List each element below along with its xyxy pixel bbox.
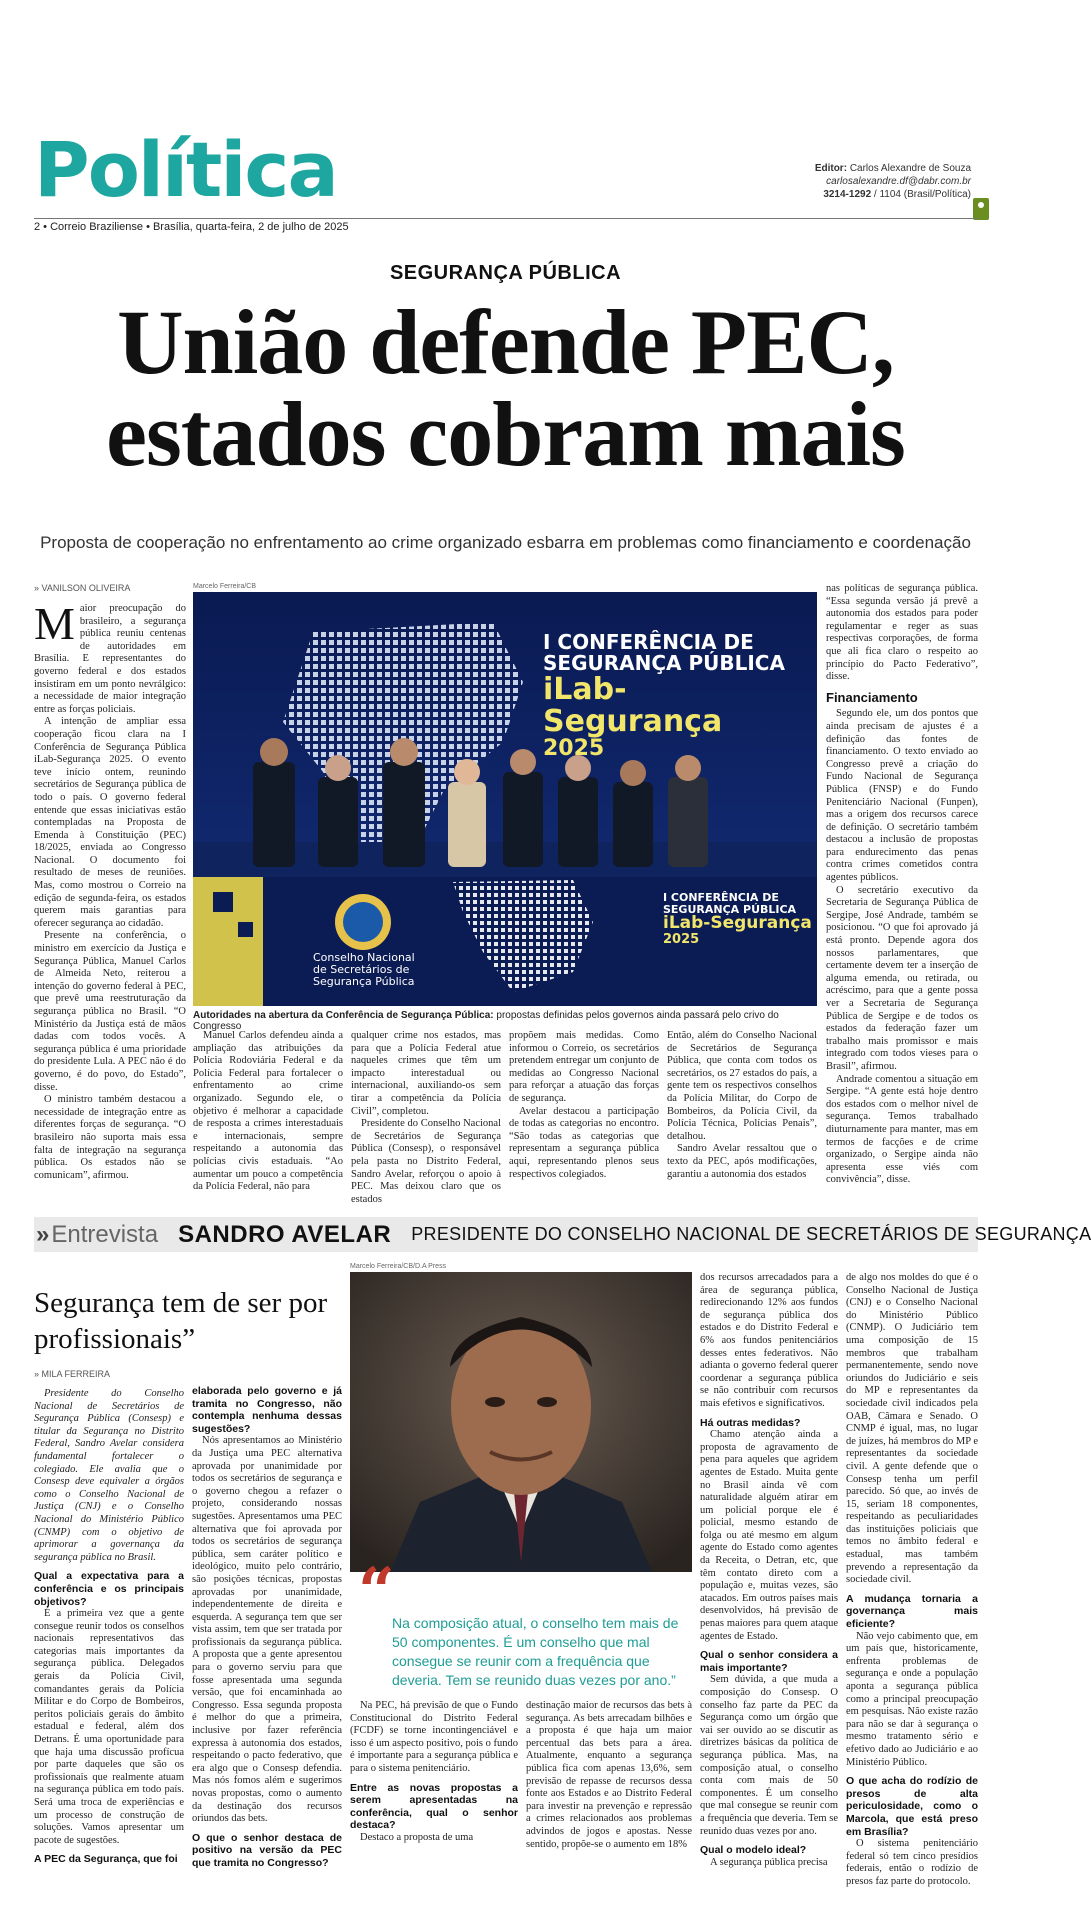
photo-podium-line: Conselho Nacional xyxy=(313,951,415,964)
editor-label: Editor: xyxy=(814,163,848,174)
headline-line-1: União defende PEC, xyxy=(117,291,894,393)
interview-intro: Presidente do Conselho Nacional de Secretários de Segurança Pública (Consesp) e titular da Segurança no Distrito Federal, Sandro Avelar considera fundamental fortalecer o colegiado. Ele avalia que o Consesp deve equivaler a órgãos como o Conselho Nacional de Justiça (CNJ) e o Conselho Nacional do Ministério Público (CNMP) com o objetivo de aprimorar a governança da segurança pública no Brasil. xyxy=(34,1388,184,1563)
article-column-6 xyxy=(826,583,978,1203)
article-paragraph: O ministro também destacou a necessidade de integração entre as diferentes forças de segurança. “O brasileiro não suporta mais essa falta de integração na segurança pública. Os estados não se comunicam”, afirmou. xyxy=(34,1094,186,1181)
interview-answer: Sem dúvida, a que muda a composição do Consesp. O conselho faz parte da PEC da Segurança como um órgão que vai ser ouvido ao se discutir as diretrizes básicas da política de segurança pública. Mas, na composição atual, o conselho conta com mais de 50 componentes. É um conselho que mal consegue se reunir com a frequência que deveria. Tem se reunido duas vezes por ano. xyxy=(700,1674,838,1837)
editor-phone: 3214-1292 xyxy=(823,189,872,200)
interview-answer: de algo nos moldes do que é o Conselho Nacional de Justiça (CNJ) e o Conselho Nacional do Ministério Público (CNMP). O Judiciário tem uma composição de 15 membros que trabalham permanentemente, sendo nove oriundos do Judiciário e seis do MP e representantes da sociedade civil indicados pela OAB, Câmara e Senado. O CNMP é igual, mas, no lugar de juízes, há membros do MP e representantes da sociedade civil. A gente defende que o Consesp tenha um perfil parecido. Só que, ao invés de 15, seriam 18 componentes, respeitando as peculiaridades das instituições policiais que temos no âmbito federal e estadual, mas também prevendo a representação da sociedade civil. xyxy=(846,1272,978,1586)
interview-question: Qual a expectativa para a conferência e os principais objetivos? xyxy=(34,1570,184,1608)
article-column-4 xyxy=(509,1030,659,1200)
article-paragraph: Presente na conferência, o ministro em exercício da Justiça e Segurança Pública, Manuel Carlos de Almeida Neto, reiterou a intenção do governo federal à PEC, que prevê uma reestruturação da segurança pública no Brasil. “O Ministério da Justiça está de mãos dadas com todos vocês. A segurança pública é uma prioridade do presidente Lula. A PEC não é do governo, é do povo, do Estado”, disse. xyxy=(34,930,186,1093)
article-kicker: SEGURANÇA PÚBLICA xyxy=(389,262,622,284)
article-paragraph: Segundo ele, um dos pontos que ainda precisam de ajustes é a definição das fontes de financiamento. O texto enviado ao Congresso prevê a criação do Fundo Nacional de Segurança Pública (FNSP) e do Fundo Penitenciário Nacional (Funpen), mas a origem dos recursos carece de definição. O secretário também destacou a inclusão de propostas para endurecimento das penas contra crimes cometidos contra agentes públicos. xyxy=(826,708,978,884)
article-paragraph: A intenção de ampliar essa cooperação ficou clara na I Conferência de Segurança Pública iLab-Segurança 2025. O evento teve início ontem, reunindo secretários de Segurança pública de todo o país. O governo federal entende que essas iniciativas estão contempladas na Proposta de Emenda à Constituição (PEC) 18/2025, enviada ao Congresso Nacional. O documento foi resultado de meses de reuniões. Mas, como mostrou o Correio na edição de segunda-feira, os estados querem mais garantias para oferecer segurança ao cidadão. xyxy=(34,716,186,929)
interview-column-5 xyxy=(700,1272,838,1908)
photo-banner-small-line: iLab-Segurança xyxy=(663,913,812,934)
photo-banner-line: iLab-Segurança xyxy=(543,672,723,739)
sandro-avelar-portrait xyxy=(350,1272,692,1572)
photo-banner-line: I CONFERÊNCIA DE xyxy=(543,630,754,654)
interview-column-1 xyxy=(34,1388,184,1908)
article-dek: Proposta de cooperação no enfrentamento ao crime organizado esbarra em problemas como financiamento e coordenação xyxy=(40,533,971,552)
band-arrows: » xyxy=(36,1220,50,1248)
photo-credit: Marcelo Ferreira/CB/D.A Press xyxy=(350,1263,447,1270)
portrait-art xyxy=(350,1272,692,1572)
interview-answer: dos recursos arrecadados para a área de segurança pública, redirecionando 12% aos fundos de segurança pública dos estados e do Distrito Federal e 6% aos fundos penitenciários desses entes federativos. Não adianta o governo federal querer coordenar a segurança pública se não contribuir com recursos mais efetivos e significativos. xyxy=(700,1272,838,1409)
photo-podium-line: de Secretários de xyxy=(313,963,410,976)
interview-column-6 xyxy=(846,1272,978,1908)
photo-banner-line: 2025 xyxy=(543,736,605,761)
article-paragraph: Avelar destacou a participação de todas as categorias no encontro. “São todas as categorias que representam a segurança pública aqui, representando plenos seus respectivos colegiados. xyxy=(509,1105,659,1180)
editor-info xyxy=(815,162,971,201)
article-paragraph: Manuel Carlos defendeu ainda a ampliação das atribuições da Polícia Rodoviária Federal e da Polícia Federal para fortalecer o enfrentamento ao crime organizado. Segundo ele, o objetivo é melhorar a capacidade de resposta a crimes interestaduais e internacionais, sempre respeitando a autonomia das polícias civis estaduais. “Ao aumentar um pouco a competência da Polícia Federal, não para xyxy=(193,1030,343,1193)
article-column-5 xyxy=(667,1030,817,1200)
editor-phone-extra: / 1104 (Brasil/Política) xyxy=(873,189,971,200)
article-subhead: Financiamento xyxy=(826,689,918,705)
interview-question: Há outras medidas? xyxy=(700,1416,801,1429)
headline-line-2: estados cobram mais xyxy=(106,383,905,485)
interview-column-2 xyxy=(192,1385,342,1908)
article-paragraph: propõem mais medidas. Como informou o Correio, os secretários pretendem entregar um conjunto de medidas ao Congresso Nacional para reforçar a atuação das forças de segurança. xyxy=(509,1030,659,1104)
interview-question: O que acha do rodízio de presos de alta periculosidade, como o Marcola, que está preso em Brasília? xyxy=(846,1775,978,1838)
page-folio: 2 • Correio Braziliense • Brasília, quarta-feira, 2 de julho de 2025 xyxy=(34,221,349,233)
caption-bold: Autoridades na abertura da Conferência de Segurança Pública: xyxy=(193,1010,494,1021)
masthead-divider xyxy=(34,218,978,219)
interview-question: A PEC da Segurança, que foi xyxy=(34,1853,178,1866)
interview-answer: Chamo atenção ainda a proposta de agravamento de pena para aqueles que agridem agentes de Estado. Muita gente no Brasil ainda vê com naturalidade alguém atirar em um policial porque ele é policial, mesmo estando de folga ou até mesmo em algum agente do Estado como agentes da Receita, o Detran, etc, que têm contato direto com a população e, muitas vezes, são atacados. Em outros países mais desenvolvidos, há previsão de penas maiores para quem ataque agentes de Estado. xyxy=(700,1429,838,1642)
photo-banner-small xyxy=(663,892,813,947)
dropcap: M xyxy=(34,598,75,649)
interview-question: Entre as novas propostas a serem apresentadas na conferência, qual o senhor destaca? xyxy=(350,1781,518,1832)
article-headline xyxy=(0,291,1011,485)
interview-answer: destinação maior de recursos das bets à segurança. As bets arrecadam bilhões e a proposta é que haja um maior percentual das bets para a área. Atualmente, enquanto a segurança pública fica com apenas 13,6%, sem previsão de repasse de recursos dessa fonte aos Estados e ao Distrito Federal para investir na prevenção e repressão a crimes relacionados aos problemas advindos de jogos e apostas. Nesse sentido, propõe-se o aumento em 18% xyxy=(526,1700,692,1850)
article-paragraph: qualquer crime nos estados, mas para que a Polícia Federal atue naqueles crimes que têm um impacto interestadual ou internacional, auxiliando-os sem tirar a competência da Polícia Civil”, completou. xyxy=(351,1030,501,1117)
interview-question: O que o senhor destaca de positivo na versão da PEC que tramita no Congresso? xyxy=(192,1831,342,1869)
interview-byline: » MILA FERREIRA xyxy=(34,1369,111,1379)
photo-podium-line: Segurança Pública xyxy=(313,975,415,988)
article-paragraph: nas políticas de segurança pública. “Essa segunda versão já prevê a autonomia dos estados para poder regulamentar e reger as suas respectivas corporações, de forma que ali fica claro o respeito ao princípio do Pacto Federativo”, disse. xyxy=(826,583,978,683)
editor-name: Carlos Alexandre de Souza xyxy=(849,163,971,174)
article-paragraph: O secretário executivo da Secretaria de Segurança Pública de Sergipe, José Andrade, também se posicionou. “O que foi aprovado já está pronto. Depende agora dos nossos parlamentares, que certamente devem ter a inserção de alguma emenda, ou retirada, ou acréscimo, para que a gente possa ver a Secretaria de Segurança Pública de Sergipe e de todos os estados da federação fazer um trabalho mais promissor e mais integrado com todos vieses para o Brasil”, afirmou. xyxy=(826,884,978,1072)
photo-banner-small-line: 2025 xyxy=(663,931,700,947)
interview-column-3 xyxy=(350,1700,518,1908)
photo-banner-line: SEGURANÇA PÚBLICA xyxy=(543,651,785,675)
interview-band xyxy=(34,1217,1091,1252)
interview-column-4 xyxy=(526,1700,692,1908)
photo-banner-small-line: I CONFERÊNCIA DE xyxy=(663,891,779,904)
band-role: PRESIDENTE DO CONSELHO NACIONAL DE SECRETÁRIOS DE SEGURANÇA xyxy=(411,1224,1091,1244)
interview-answer: É a primeira vez que a gente consegue reunir todos os conselhos nacionais representativos das categorias mais importantes da segurança pública. Delegados gerais da Polícia Civil, comandantes gerais da Polícia Militar e do Corpo de Bombeiros, peritos policiais gerais do âmbito estadual e federal, além dos Detrans. É uma oportunidade para que haja uma discussão profícua por parte daqueles que são os profissionais que realmente atuam na segurança pública em todo país. Será uma troca de experiências e um processo de construção de soluções. Vamos apresentar um pacote de sugestões. xyxy=(34,1608,184,1846)
editor-email[interactable]: carlosalexandre.df@dabr.com.br xyxy=(826,176,971,187)
article-byline: » VANILSON OLIVEIRA xyxy=(34,583,131,593)
conference-photo xyxy=(193,592,817,1006)
article-paragraph: Presidente do Conselho Nacional de Secretários de Segurança Pública (Consesp), o responsável pela pasta no Distrito Federal, Sandro Avelar, reforçou o apoio à PEC. Mas deixou claro que os estados xyxy=(351,1118,501,1205)
article-paragraph: Então, além do Conselho Nacional de Secretários de Segurança Pública, que conta com todos os secretários, os 27 estados do país, a gente tem os respectivos conselhos da Polícia Militar, do Corpo de Bombeiros, da Polícia Civil, da Polícia Técnica, Polícias Penais”, detalhou. xyxy=(667,1030,817,1142)
interview-question: A mudança tornaria a governança mais eficiente? xyxy=(846,1592,978,1631)
article-column-3 xyxy=(351,1030,501,1205)
interview-question: elaborada pelo governo e já tramita no Congresso, não contempla nenhuma dessas sugestões? xyxy=(192,1385,342,1435)
quote-mark-icon: “ xyxy=(358,1554,395,1629)
article-column-2 xyxy=(193,1030,343,1200)
photo-banner xyxy=(543,632,803,760)
article-paragraph: aior preocupação do brasileiro, a segurança pública reuniu centenas de autoridades em Brasília. E representantes do governo federal e dos estados insistiram em um ponto nevrálgico: a necessidade de maior integração entre as forças policiais. xyxy=(34,603,186,715)
photo-podium-text xyxy=(313,952,453,988)
article-paragraph: Sandro Avelar ressaltou que o texto da PEC, após modificações, garantiu a autonomia dos estados xyxy=(667,1143,817,1180)
photo-credit: Marcelo Ferreira/CB xyxy=(193,583,257,590)
interview-title: Segurança tem de ser por profissionais” xyxy=(34,1287,328,1355)
interview-question: Qual o senhor considera a mais importante? xyxy=(700,1649,838,1674)
pull-quote-text: Na composição atual, o conselho tem mais de 50 componentes. É um conselho que mal consegue se reunir com a frequência que deveria. Tem se reunido duas vezes por ano.” xyxy=(392,1615,679,1688)
interview-answer: A segurança pública precisa xyxy=(710,1856,828,1868)
section-title: Política xyxy=(34,125,337,214)
interview-answer: Não vejo cabimento que, em um país que, historicamente, enfrenta problemas de segurança e onde a população aponta a segurança pública como a principal preocupação em pesquisas. Não existe razão para não se dar à segurança o mesmo tratamento sério e efetivo dado ao Judiciário e ao Ministério Público. xyxy=(846,1630,978,1768)
caption-text: propostas definidas pelos governos ainda passará pelo crivo do Congresso xyxy=(193,1010,779,1032)
band-label: Entrevista xyxy=(51,1220,159,1248)
interview-answer: Na PEC, há previsão de que o Fundo Constitucional do Distrito Federal (FCDF) se torne incontingenciável e isso é um aspecto positivo, pois o fundo é importante para a segurança pública e para o sistema penitenciário. xyxy=(350,1700,518,1774)
interview-question: Qual o modelo ideal? xyxy=(700,1844,807,1857)
interview-answer: Nós apresentamos ao Ministério da Justiça uma PEC alternativa aprovada por unanimidade por todos os secretários de segurança e o governo chegou a refazer o projeto, considerando nossas sugestões. Apresentamos uma PEC alternativa que foi aprovada por todos os secretários de segurança pública, sem caráter político e ideológico, muito pelo contrário, são posições técnicas, propostas aprovadas por unanimidade, independentemente de direita e esquerda. A segurança tem que ser vista assim, tem que ser tratada por profissionais da segurança pública. A proposta que a gente apresentou para o governo serviu para que fosse apresentada uma segunda versão, que foi encaminhada ao Congresso. Essa segunda proposta é melhor do que a primeira, inclusive por fazer referência expressa à autonomia dos estados, respeitando o pacto federativo, que era algo que o Consesp defendia. Mas nós fomos além e sugerimos novas propostas, como o aumento da destinação dos recursos oriundos das bets. xyxy=(192,1435,342,1825)
interview-answer: O sistema penitenciário federal só tem cinco presídios federais, então o rodízio de presos faz parte do protocolo. xyxy=(846,1838,978,1887)
article-column-1 xyxy=(34,598,186,1199)
photo-caption xyxy=(193,1010,817,1032)
editor-person-icon xyxy=(973,198,989,220)
interview-answer: Destaco a proposta de uma xyxy=(360,1831,474,1843)
band-name: SANDRO AVELAR xyxy=(178,1220,392,1248)
photo-banner-small-line: SEGURANÇA PÚBLICA xyxy=(663,902,797,916)
article-paragraph: Andrade comentou a situação em Sergipe. “A gente está hoje dentro dos estados com o melhor nível de segurança. Temos trabalhado diuturnamente para manter, mas em termos de facções e de crime organizado, o Sergipe ainda não apresenta esse viés com convivência”, disse. xyxy=(826,1073,978,1186)
